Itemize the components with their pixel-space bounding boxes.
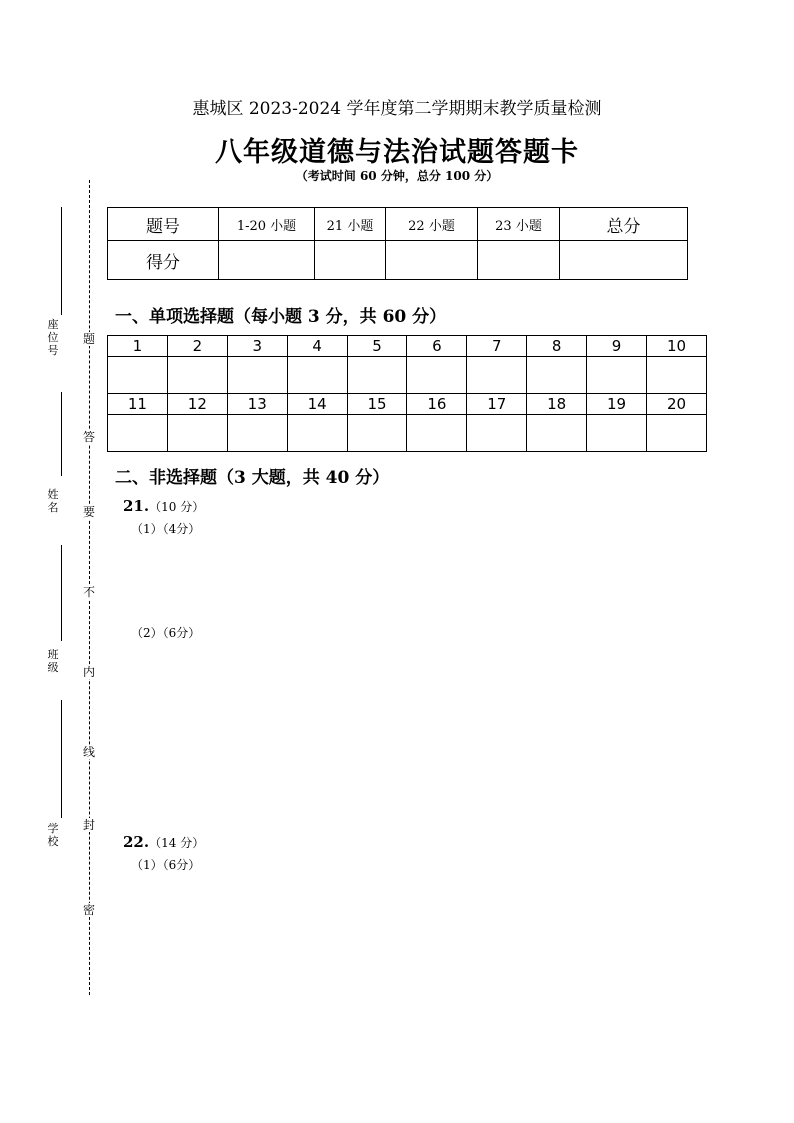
choice-number: 7 [467, 336, 527, 357]
question-22-part-1: （1）（6分） [131, 858, 201, 872]
choice-number: 6 [407, 336, 467, 357]
question-21-part-2: （2）（6分） [131, 626, 201, 640]
section1-note: （每小题 3 分，共 60 分） [234, 307, 447, 327]
answer-area-22-1[interactable] [131, 876, 691, 996]
choice-answer-cell[interactable] [647, 415, 707, 452]
choice-number: 12 [167, 394, 227, 415]
page-title: 八年级道德与法治试题答题卡 [215, 137, 579, 168]
answer-area-21-2[interactable] [131, 644, 691, 824]
question-21-part-1: （1）（4分） [131, 522, 201, 536]
score-table [107, 207, 688, 280]
seal-char: 线 [80, 745, 98, 759]
choice-number: 3 [227, 336, 287, 357]
seal-char: 封 [80, 818, 98, 832]
answer-area-21-1[interactable] [131, 540, 691, 620]
choice-number: 4 [287, 336, 347, 357]
choice-answer-cell[interactable] [287, 415, 347, 452]
question-22-heading [123, 833, 204, 851]
class-label: 班级 [47, 648, 59, 674]
choice-answer-cell[interactable] [167, 415, 227, 452]
section1-heading [115, 302, 446, 327]
choice-number: 16 [407, 394, 467, 415]
score-table-row-label: 得分 [108, 241, 219, 280]
choice-answer-cell[interactable] [407, 415, 467, 452]
score-table-col: 21 小题 [315, 208, 386, 241]
seat-number-line[interactable] [61, 207, 62, 315]
choice-answer-cell[interactable] [227, 357, 287, 394]
name-line[interactable] [61, 392, 62, 476]
choice-number: 9 [587, 336, 647, 357]
choice-answer-cell[interactable] [527, 415, 587, 452]
choice-answer-cell[interactable] [287, 357, 347, 394]
seal-char: 内 [80, 665, 98, 679]
choice-answer-cell[interactable] [347, 415, 407, 452]
choice-number: 17 [467, 394, 527, 415]
score-cell[interactable] [478, 241, 560, 280]
score-cell[interactable] [219, 241, 315, 280]
score-cell[interactable] [386, 241, 478, 280]
seal-char: 要 [80, 505, 98, 519]
choice-answer-cell[interactable] [587, 415, 647, 452]
choice-answer-cell[interactable] [108, 357, 168, 394]
choice-answer-cell[interactable] [227, 415, 287, 452]
choice-answer-cell[interactable] [407, 357, 467, 394]
seal-char: 题 [80, 332, 98, 346]
choice-number: 11 [108, 394, 168, 415]
choice-number: 2 [167, 336, 227, 357]
seal-char: 答 [80, 430, 98, 444]
section2-heading [115, 463, 389, 488]
score-table-col: 1-20 小题 [219, 208, 315, 241]
question-points: （10 分） [149, 500, 205, 514]
exam-info: （考试时间 60 分钟，总分 100 分） [295, 169, 499, 183]
choice-answer-cell[interactable] [167, 357, 227, 394]
choice-number: 8 [527, 336, 587, 357]
score-table-col: 23 小题 [478, 208, 560, 241]
score-cell[interactable] [560, 241, 688, 280]
choice-answer-cell[interactable] [647, 357, 707, 394]
score-table-col: 22 小题 [386, 208, 478, 241]
choice-number: 14 [287, 394, 347, 415]
choice-number: 13 [227, 394, 287, 415]
choice-answer-table [107, 335, 707, 452]
choice-number: 15 [347, 394, 407, 415]
school-line[interactable] [61, 700, 62, 818]
question-points: （14 分） [149, 836, 205, 850]
question-number: 22. [123, 833, 150, 851]
seat-number-label: 座位号 [47, 318, 59, 357]
choice-answer-cell[interactable] [347, 357, 407, 394]
choice-number: 5 [347, 336, 407, 357]
choice-answer-cell[interactable] [467, 357, 527, 394]
choice-answer-cell[interactable] [527, 357, 587, 394]
choice-answer-cell[interactable] [467, 415, 527, 452]
choice-number: 19 [587, 394, 647, 415]
score-table-header-label: 题号 [108, 208, 219, 241]
choice-number: 18 [527, 394, 587, 415]
section2-note: （3 大题，共 40 分） [217, 468, 390, 488]
question-number: 21. [123, 497, 150, 515]
choice-answer-cell[interactable] [587, 357, 647, 394]
seal-char: 不 [80, 585, 98, 599]
seal-char: 密 [80, 903, 98, 917]
score-table-col-total: 总分 [560, 208, 688, 241]
name-label: 姓名 [47, 488, 59, 514]
choice-number: 1 [108, 336, 168, 357]
question-21-heading [123, 497, 204, 515]
section1-title: 一、单项选择题 [115, 307, 234, 327]
choice-number: 10 [647, 336, 707, 357]
class-line[interactable] [61, 545, 62, 641]
exam-subtitle: 惠城区 2023-2024 学年度第二学期期末教学质量检测 [192, 99, 602, 119]
choice-number: 20 [647, 394, 707, 415]
section2-title: 二、非选择题 [115, 468, 217, 488]
score-cell[interactable] [315, 241, 386, 280]
school-label: 学校 [47, 822, 59, 848]
choice-answer-cell[interactable] [108, 415, 168, 452]
